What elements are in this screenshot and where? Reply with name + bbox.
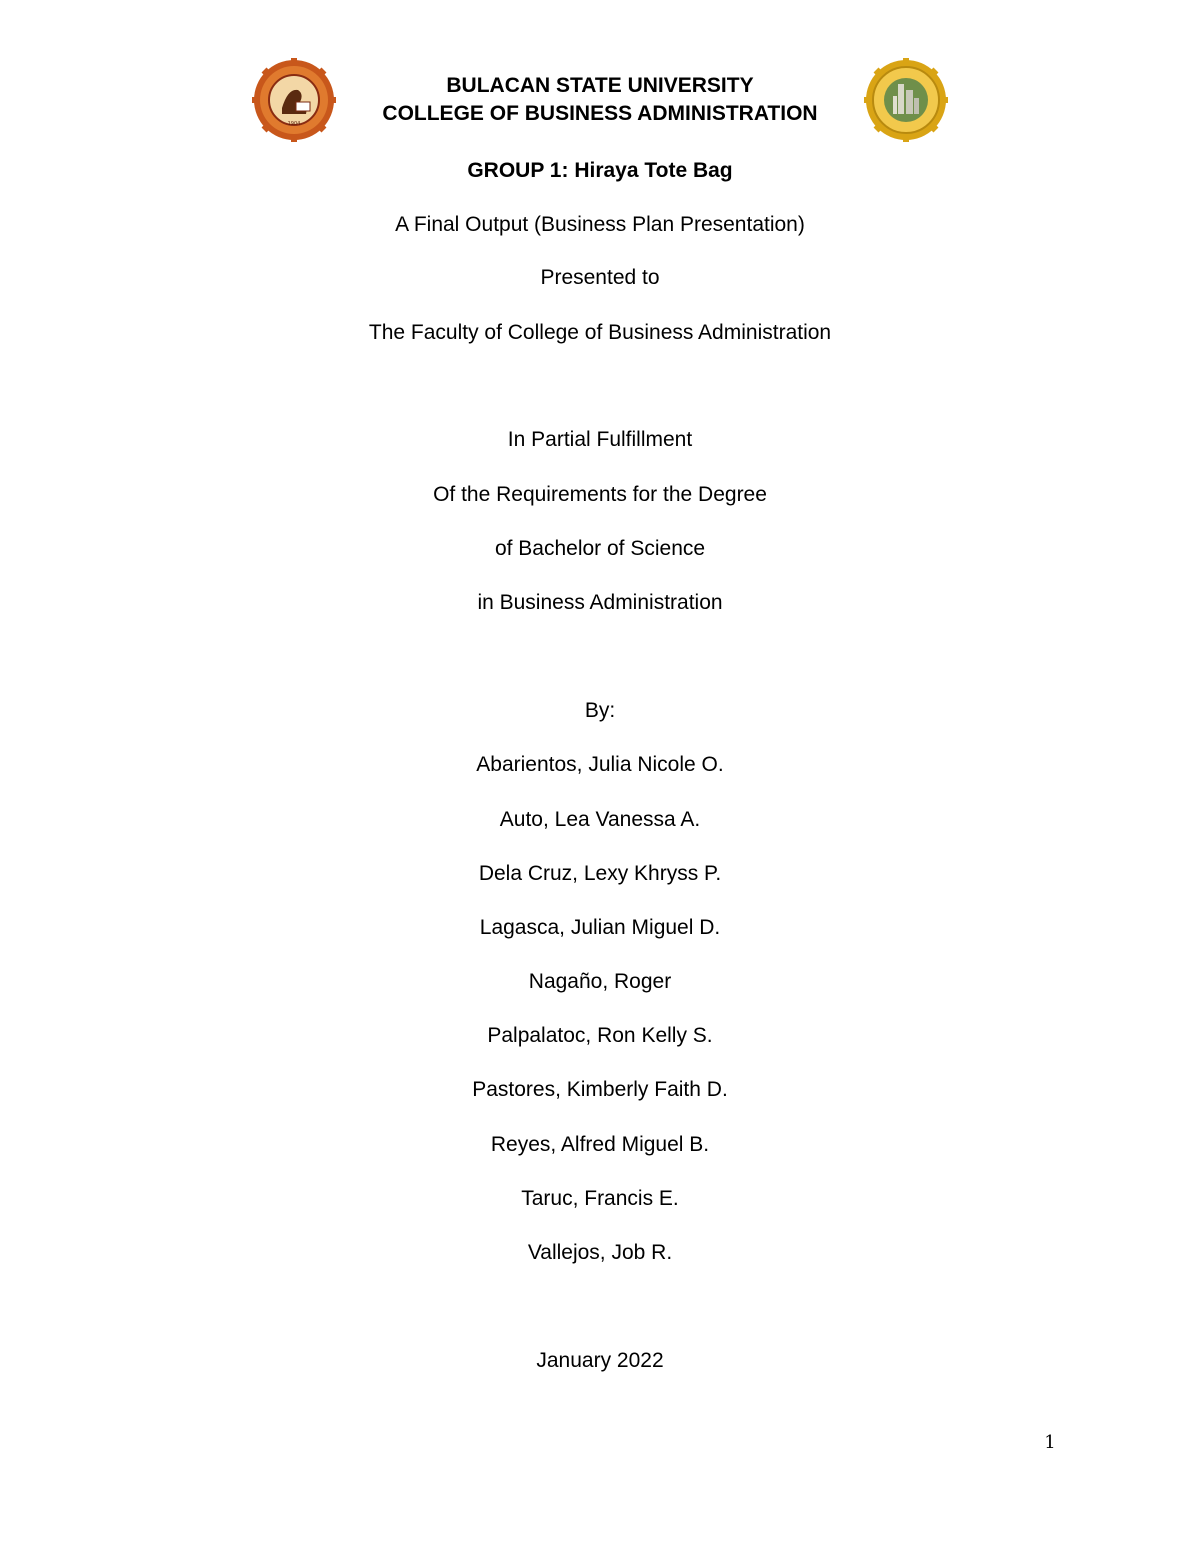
author-name: Vallejos, Job R. [527,1241,673,1264]
author-name: Dela Cruz, Lexy Khryss P. [478,862,722,885]
author-name: Taruc, Francis E. [521,1187,679,1210]
document-date: January 2022 [536,1349,664,1372]
presented-to-label: Presented to [540,266,660,289]
author-name: Abarientos, Julia Nicole O. [476,753,724,776]
page-number: 1 [1044,1432,1056,1453]
author-name: Reyes, Alfred Miguel B. [490,1133,710,1156]
author-name: Nagaño, Roger [528,970,672,993]
fulfillment-line: of Bachelor of Science [494,537,706,560]
author-name: Lagasca, Julian Miguel D. [479,916,721,939]
university-name: BULACAN STATE UNIVERSITY [446,74,754,97]
college-name: COLLEGE OF BUSINESS ADMINISTRATION [382,102,818,125]
document-title: GROUP 1: Hiraya Tote Bag [467,159,733,182]
author-name: Auto, Lea Vanessa A. [499,808,701,831]
fulfillment-line: in Business Administration [477,591,723,614]
faculty-line: The Faculty of College of Business Administration [368,321,832,344]
author-name: Pastores, Kimberly Faith D. [472,1078,728,1101]
svg-text:1904: 1904 [287,121,301,127]
fulfillment-line: In Partial Fulfillment [507,428,693,451]
fulfillment-line: Of the Requirements for the Degree [433,483,767,506]
author-name: Palpalatoc, Ron Kelly S. [487,1024,713,1047]
by-label: By: [584,699,616,722]
document-subtitle: A Final Output (Business Plan Presentation) [395,213,805,236]
